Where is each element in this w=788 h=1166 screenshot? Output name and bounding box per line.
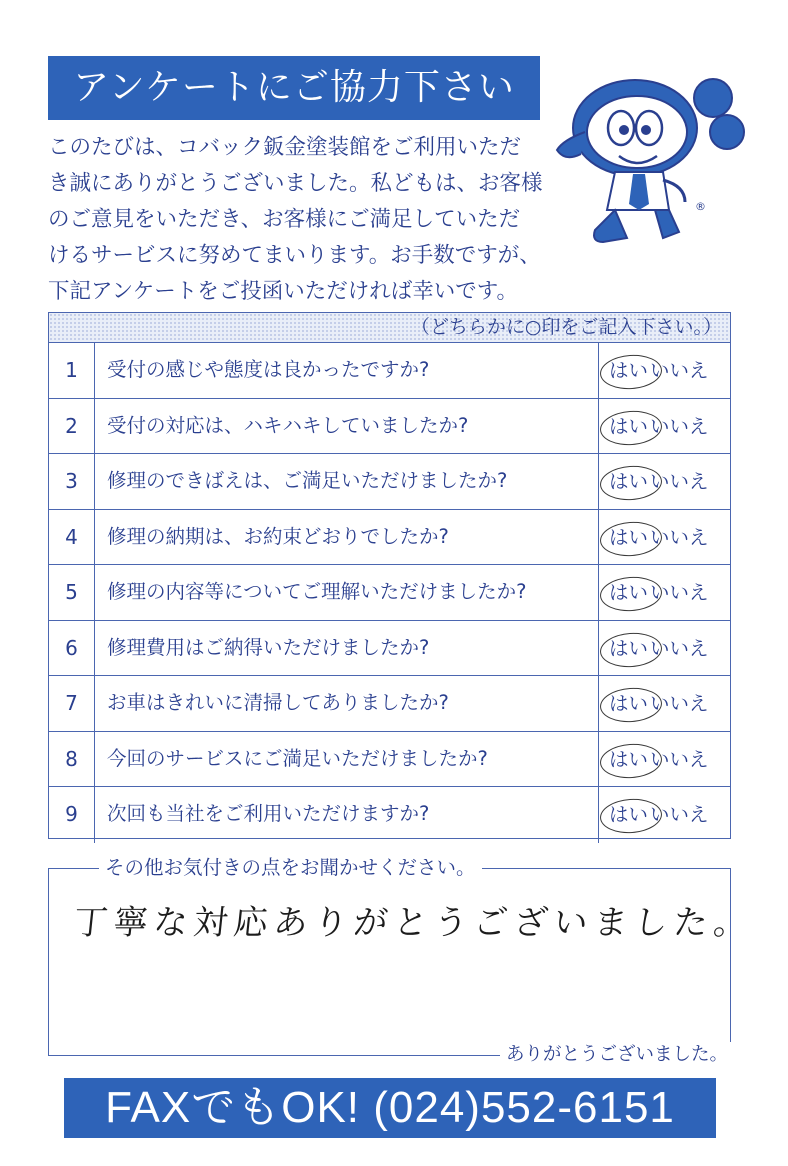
answer-no[interactable]: いいえ [650,359,709,382]
answer-options[interactable] [598,565,730,620]
answer-options[interactable] [598,510,730,565]
answer-no[interactable]: いいえ [650,470,709,493]
intro-line: けるサービスに努めてまいります。お手数ですが、 [48,243,541,268]
question-row [49,454,730,510]
question-row [49,565,730,621]
question-text: 修理の内容等についてご理解いただけましたか? [107,580,527,603]
intro-line: 下記アンケートをご投函いただければ幸いです。 [48,279,518,304]
question-text: お車はきれいに清掃してありましたか? [107,691,449,714]
comment-box[interactable] [48,856,756,1056]
answer-yes[interactable]: はい [609,414,649,438]
answer-yes[interactable]: はい [609,470,649,493]
intro-line: のご意見をいただき、お客様にご満足していただ [48,207,521,232]
question-text: 受付の感じや態度は良かったですか? [107,358,430,381]
answer-yes[interactable]: はい [609,692,649,715]
closing-thanks: ありがとうございました。 [500,1042,734,1068]
question-text: 修理の納期は、お約束どおりでしたか? [107,524,449,548]
question-number: 6 [49,621,95,676]
question-number: 7 [49,676,95,731]
question-text: 受付の対応は、ハキハキしていましたか? [107,413,469,437]
answer-options[interactable] [598,676,730,731]
survey-table [48,312,731,839]
answer-options[interactable] [598,787,730,843]
question-row [49,510,730,566]
answer-options[interactable] [598,399,730,454]
question-number: 4 [49,510,95,565]
answer-yes[interactable]: はい [609,525,649,549]
answer-yes[interactable]: はい [609,803,649,826]
question-number: 8 [49,732,95,787]
question-number: 1 [49,343,95,398]
answer-yes[interactable]: はい [609,747,649,771]
intro-line: このたびは、コバック鈑金塗装館をご利用いただ [48,135,522,160]
intro-line: き誠にありがとうございました。私どもは、お客様 [48,171,543,196]
answer-no[interactable]: いいえ [650,414,709,438]
answer-no[interactable]: いいえ [650,692,709,715]
answer-yes[interactable]: はい [609,581,649,604]
question-number: 3 [49,454,95,509]
answer-no[interactable]: いいえ [650,636,709,660]
question-text: 次回も当社をご利用いただけますか? [107,802,430,825]
question-text: 今回のサービスにご満足いただけましたか? [107,746,488,770]
question-row [49,343,730,399]
question-text: 修理費用はご納得いただけましたか? [107,635,430,659]
trademark-symbol: ® [695,200,706,213]
question-row [49,676,730,732]
question-text: 修理のできばえは、ご満足いただけましたか? [107,469,508,492]
survey-instruction: （どちらかに○印をご記入下さい。） [49,313,730,343]
answer-no[interactable]: いいえ [650,581,709,604]
comment-label: その他お気付きの点をお聞かせください。 [99,855,482,881]
question-number: 2 [49,399,95,454]
intro-text [48,130,548,310]
answer-options[interactable] [598,732,730,787]
fax-banner: FAXでもOK! (024)552-6151 [64,1078,716,1138]
question-number: 9 [49,787,95,843]
answer-yes[interactable]: はい [609,636,649,660]
page-title: アンケートにご協力下さい [48,56,540,120]
question-row [49,732,730,788]
answer-no[interactable]: いいえ [650,747,709,771]
question-row [49,399,730,455]
mascot-character-icon [545,70,750,255]
answer-no[interactable]: いいえ [650,803,709,826]
question-row [49,621,730,677]
question-number: 5 [49,565,95,620]
answer-no[interactable]: いいえ [650,525,709,549]
answer-options[interactable] [598,343,730,398]
handwritten-comment: 丁寧な対応ありがとうございました。 [71,903,756,943]
question-row [49,787,730,843]
answer-yes[interactable]: はい [609,359,649,382]
answer-options[interactable] [598,454,730,509]
answer-options[interactable] [598,621,730,676]
